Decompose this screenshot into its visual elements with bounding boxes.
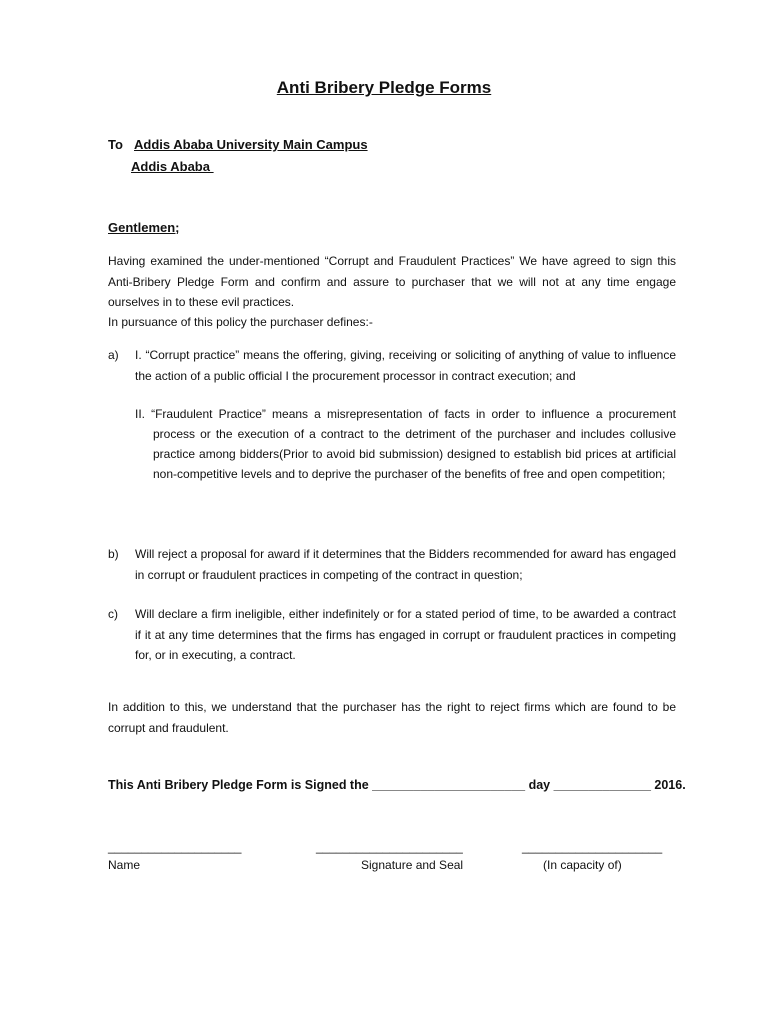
recipient-to-label: To (108, 137, 123, 152)
name-label: Name (108, 858, 141, 872)
name-signature-line: ____________________ (108, 840, 242, 854)
signature-seal-label: Signature and Seal (361, 858, 464, 872)
item-a-fraudulent-practice (135, 404, 676, 484)
capacity-label: (In capacity of) (543, 858, 622, 872)
page-title: Anti Bribery Pledge Forms (276, 78, 492, 97)
item-c-label: c) (108, 607, 118, 621)
fraudulent-practice-first-line: II. “Fraudulent Practice” means a misrepresentation of facts in order to influence a procurement (135, 407, 676, 421)
recipient-line-2: Addis Ababa (131, 159, 214, 174)
fraudulent-practice-continuation: process or the execution of a contract to the detriment of the purchaser and includes collusive practice among bidders(Prior to avoid bid submission) designed to establish bid prices at artificial non-competitive levels and to deprive the purchaser of the benefits of free and open competition; (153, 427, 676, 481)
item-c-text: Will declare a firm ineligible, either indefinitely or for a stated period of time, to be awarded a contract if it at any time determines that the firms has engaged in corrupt or fraudulent practices in competing for, or in executing, a contract. (135, 607, 676, 662)
intro-paragraph: Having examined the under-mentioned “Corrupt and Fraudulent Practices” We have agreed to sign this Anti-Bribery Pledge Form and confirm and assure to purchaser that we will not at any time engage ourselves in to these evil practices. (108, 254, 676, 309)
addition-paragraph: In addition to this, we understand that the purchaser has the right to reject firms which are found to be corrupt and fraudulent. (108, 700, 676, 735)
item-a-corrupt-practice: I. “Corrupt practice” means the offering, giving, receiving or soliciting of anything of value to influence the action of a public official I the procurement processor in contract execution; and (135, 348, 676, 383)
item-b-label: b) (108, 547, 119, 561)
signature-seal-line: ______________________ (316, 840, 463, 854)
item-a-label: a) (108, 348, 119, 362)
recipient-line-1: Addis Ababa University Main Campus (134, 137, 368, 152)
item-b-text: Will reject a proposal for award if it determines that the Bidders recommended for award has engaged in corrupt or fraudulent practices in competing of the contract in question; (135, 547, 676, 582)
policy-definition-line: In pursuance of this policy the purchaser defines:- (108, 315, 373, 329)
salutation: Gentlemen; (108, 220, 180, 235)
capacity-line: _____________________ (522, 840, 663, 854)
signed-date-line: This Anti Bribery Pledge Form is Signed the ______________________ day ______________ 2016. (108, 778, 686, 792)
